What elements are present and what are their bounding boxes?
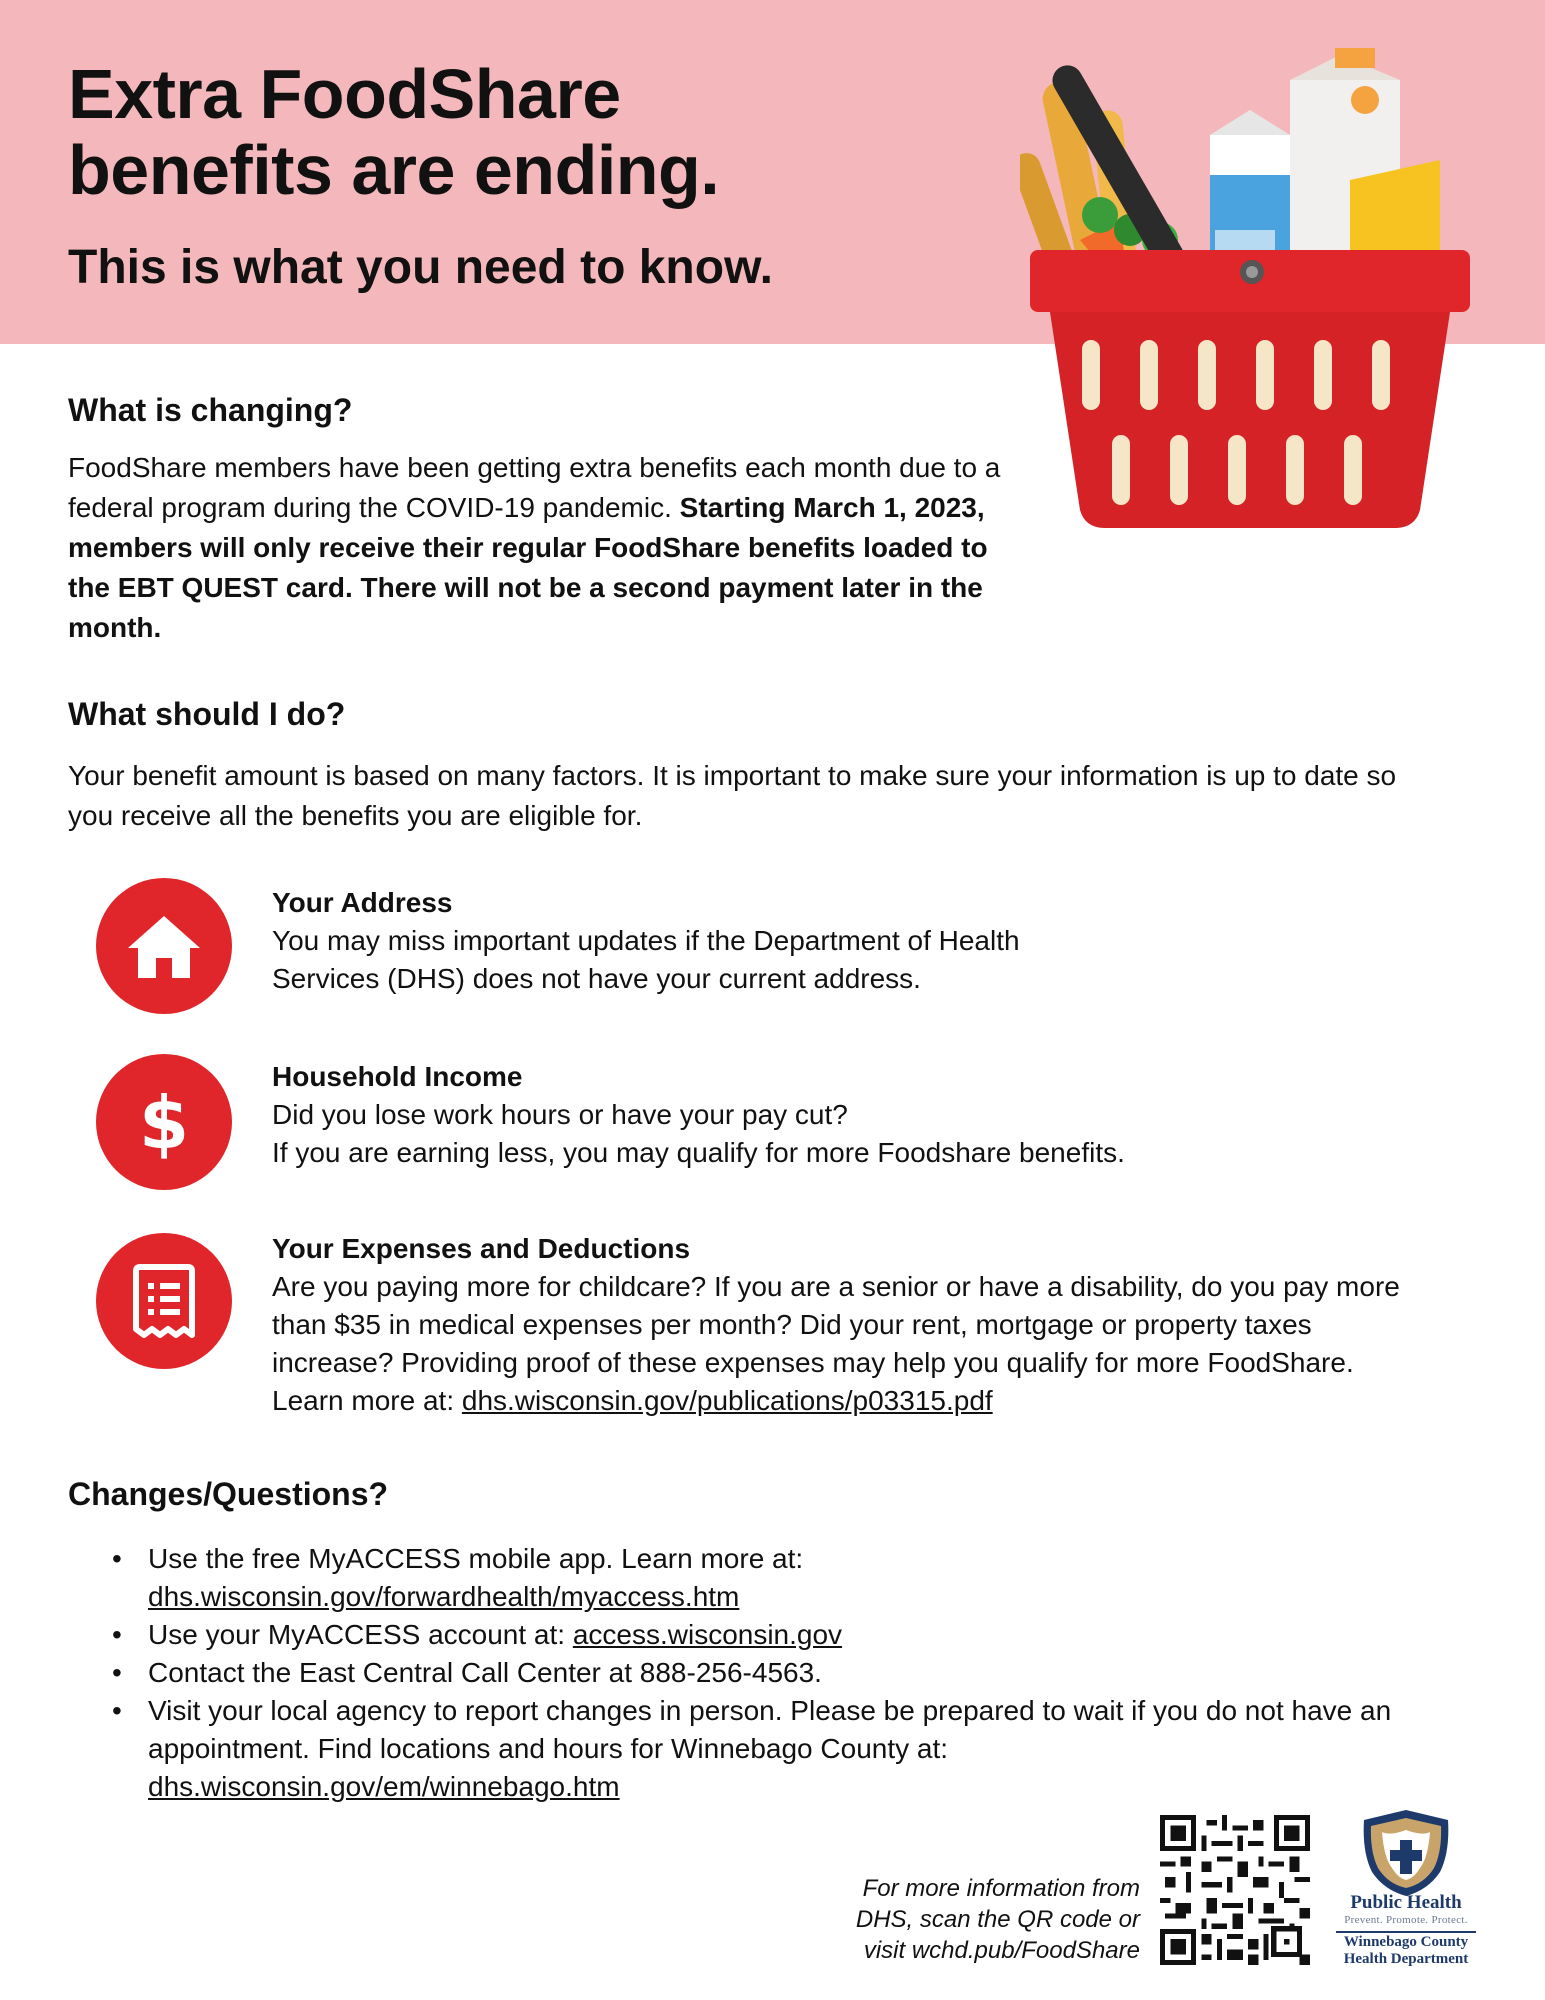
todo-heading: What should I do? <box>68 696 346 732</box>
footer-note <box>760 1873 1140 1966</box>
list-item <box>112 1616 1412 1654</box>
logo-org-line2: Health Department <box>1343 1951 1469 1967</box>
bullet-text: Contact the East Central Call Center at 888-256-4563. <box>148 1657 822 1688</box>
title-line-1: Extra FoodShare <box>68 55 621 133</box>
logo-tagline: Prevent. Promote. Protect. <box>1344 1914 1468 1926</box>
logo-title: Public Health <box>1350 1892 1462 1913</box>
address-text: You may miss important updates if the Department of Health Services (DHS) does not have your current address. <box>272 925 1020 994</box>
income-title: Household Income <box>272 1061 523 1092</box>
todo-text: Your benefit amount is based on many factors. It is important to make sure your information is up to date so you receive all the benefits you are eligible for. <box>68 760 1397 831</box>
changing-text <box>68 448 1018 648</box>
income-item <box>272 1058 1412 1172</box>
bullet-text: Visit your local agency to report changes in person. Please be prepared to wait if you do not have an appointment. Find locations and hours for Winnebago County at: <box>148 1695 1392 1764</box>
address-item <box>272 884 1412 998</box>
basket-body <box>1050 312 1450 528</box>
winnebago-link[interactable]: dhs.wisconsin.gov/em/winnebago.htm <box>148 1771 620 1802</box>
qr-code[interactable] <box>1160 1815 1310 1965</box>
list-item <box>112 1654 1412 1692</box>
expenses-link[interactable]: dhs.wisconsin.gov/publications/p03315.pdf <box>461 1385 993 1416</box>
page-title <box>68 56 719 208</box>
expenses-text: Are you paying more for childcare? If you are a senior or have a disability, do you pay more than $35 in medical expenses per month? Did your rent, mortgage or property taxes increase? Providing proof of these expenses may help you qualify for more FoodShare. Learn more at: <box>272 1271 1400 1416</box>
expenses-item-icon-circle <box>96 1233 232 1369</box>
access-wisconsin-link[interactable]: access.wisconsin.gov <box>572 1619 843 1650</box>
bullet-text: Use the free MyACCESS mobile app. Learn more at: <box>148 1543 804 1574</box>
logo-org <box>1326 1934 1486 1968</box>
expenses-title: Your Expenses and Deductions <box>272 1233 691 1264</box>
bullet-text: Use your MyACCESS account at: <box>148 1619 573 1650</box>
footer-note-line2: DHS, scan the QR code or <box>855 1906 1140 1933</box>
changing-text-bold: Starting March 1, 2023, members will only receive their regular FoodShare benefits loaded to the EBT QUEST card. There will not be a second payment later in the month. <box>68 492 988 643</box>
logo-divider <box>1336 1931 1476 1933</box>
questions-list <box>112 1540 1412 1806</box>
grocery-basket-illustration <box>1020 40 1480 540</box>
footer-note-line1: For more information from <box>862 1875 1140 1902</box>
list-item <box>112 1540 1412 1616</box>
income-text-line2: If you are earning less, you may qualify for more Foodshare benefits. <box>272 1137 1125 1168</box>
income-item-icon-circle <box>96 1054 232 1190</box>
dollar-icon <box>96 1054 232 1190</box>
address-item-icon-circle <box>96 878 232 1014</box>
list-item <box>112 1692 1412 1806</box>
svg-text:$: $ <box>138 1081 190 1165</box>
questions-heading: Changes/Questions? <box>68 1476 389 1512</box>
page-subtitle: This is what you need to know. <box>68 241 773 294</box>
receipt-icon <box>96 1233 232 1369</box>
house-icon <box>96 878 232 1014</box>
address-title: Your Address <box>272 887 453 918</box>
footer-note-line3: visit wchd.pub/FoodShare <box>863 1937 1140 1964</box>
logo-org-line1: Winnebago County <box>1343 1934 1469 1950</box>
title-line-2: benefits are ending. <box>68 131 720 209</box>
changing-heading: What is changing? <box>68 392 353 428</box>
expenses-item <box>272 1230 1412 1420</box>
changing-text-plain: FoodShare members have been getting extra benefits each month due to a federal program during the COVID-19 pandemic. <box>68 452 1001 523</box>
myaccess-app-link[interactable]: dhs.wisconsin.gov/forwardhealth/myaccess.htm <box>148 1581 740 1612</box>
income-text-line1: Did you lose work hours or have your pay cut? <box>272 1099 848 1130</box>
